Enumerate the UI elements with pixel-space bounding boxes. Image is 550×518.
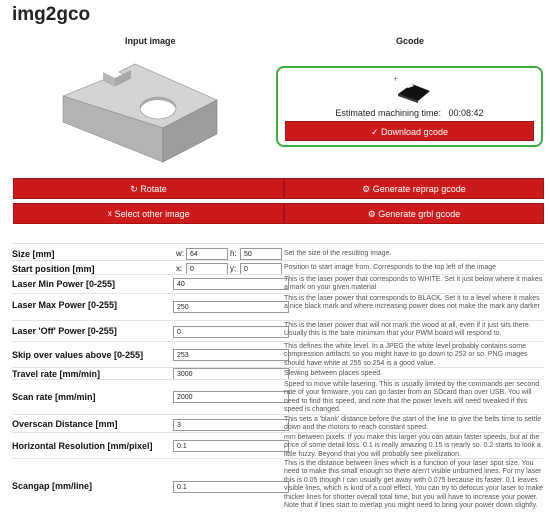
travel-rate-description: Slewing between places speed. [284,370,383,377]
generate-reprap-gcode-button[interactable]: ⚙ Generate reprap gcode [284,178,544,199]
off-power-label: Laser 'Off' Power [0-255] [12,326,117,336]
travel-rate-label: Travel rate [mm/min] [12,369,101,379]
svg-text:+: + [393,76,399,83]
scangap-input[interactable] [173,481,289,493]
off-power-description: This is the laser power that will not mark the wood at all, even if it just sits there. Usually this is the bare minimum that your PWM board will respond to. [284,322,531,338]
max-power-input[interactable] [173,301,289,313]
input-image [55,50,230,170]
setting-row-scan-rate [12,379,544,415]
machining-time-value: 00:08:42 [448,108,484,118]
min-power-input[interactable] [173,278,289,290]
app-title: img2gco [12,4,91,25]
scangap-label: Scangap [mm/line] [12,481,93,491]
overscan-input[interactable] [173,419,289,431]
size-label: Size [mm] [12,249,55,259]
machining-time-text: Estimated machining time: [335,108,441,118]
x-label: x: [176,264,183,273]
download-gcode-button[interactable]: ✓ Download gcode [285,121,534,141]
size-description: Set the size of the resulting image. [284,250,392,257]
height-label: h: [230,249,237,258]
max-power-description: This is the laser power that corresponds to BLACK. Set it to a level where it makes a nice black mark and where increasing power does not make the mark any darker [284,295,541,311]
width-input[interactable] [186,248,228,260]
scan-rate-input[interactable] [173,391,289,403]
start-position-description: Position to start image from. Corresponds to the top left of the image [284,264,497,271]
gcode-preview-image [390,74,434,104]
resolution-label: Horizontal Resolution [mm/pixel] [12,441,153,451]
input-image-heading: Input image [125,36,176,46]
skip-values-label: Skip over values above [0-255] [12,350,144,360]
scangap-description: This is the distance between lines which is a function of your laser spot size. You need to make this small enough so there aren't visible unburned lines. For my laser this is 0.05 though I can usually get away with 0.075 because its faster. 0.1 leaves visible lines, which is kind of a cool effect. You can try to defocus your laser to make thicker lines for shorter overall total time, but you will have to increase your power. Note that if lines start to overlap you might need to bring your power down slightly. [284,460,544,510]
resolution-input[interactable] [173,440,289,452]
scan-rate-label: Scan rate [mm/min] [12,392,96,402]
setting-row-size [12,243,544,261]
gcode-heading: Gcode [396,36,425,46]
setting-row-overscan [12,414,544,433]
resolution-description: mm between pixels. If you make this larger you can attain faster speeds, but at the price of some detail loss. 0.1 is really amazing 0.15 is nearly so. 0.2 starts to look a little fuzzy. Beyond that you will probably see pixelization. [284,434,541,458]
rotate-button[interactable]: ↻ Rotate [13,178,284,199]
scan-rate-description: Speed to move while lasering. This is usually limited by the commands per second rate of your firmware, you can go faster from an SDcard than over USB. You will need to find this speed, and note that the power levels will need tweaked if this speed is changed. [284,381,540,414]
setting-row-off-power [12,320,544,342]
max-power-label: Laser Max Power [0-255] [12,300,118,310]
min-power-label: Laser Min Power [0-255] [12,279,116,289]
min-power-description: This is the laser power that corresponds to WHITE. Set it just below where it makes a mark on your given material [284,276,543,292]
setting-row-max-power [12,293,544,321]
off-power-input[interactable] [173,326,289,338]
width-label: w: [176,249,184,258]
y-label: y: [230,264,237,273]
height-input[interactable] [240,248,282,260]
overscan-description: This sets a 'blank' distance before the start of the line to give the belts time to settle down and the motors to reach constant speed. [284,416,542,432]
setting-row-resolution [12,432,544,459]
setting-row-scangap [12,458,544,517]
gcode-panel [276,66,543,147]
setting-row-start-position [12,260,544,275]
skip-values-input[interactable] [173,349,289,361]
select-other-image-button[interactable]: ☓ Select other image [13,203,284,224]
skip-values-description: This defines the white level. In a JPEG the white level probably contains some compression artifacts so you might have to go down to 252 or so. PNG images should have white at 255 so 254 is a good value. [284,343,528,367]
start-position-label: Start position [mm] [12,264,95,274]
generate-grbl-gcode-button[interactable]: ⚙ Generate grbl gcode [284,203,544,224]
setting-row-skip-values [12,341,544,368]
overscan-label: Overscan Distance [mm] [12,419,118,429]
machining-time-label [278,108,541,118]
setting-row-min-power [12,274,544,294]
